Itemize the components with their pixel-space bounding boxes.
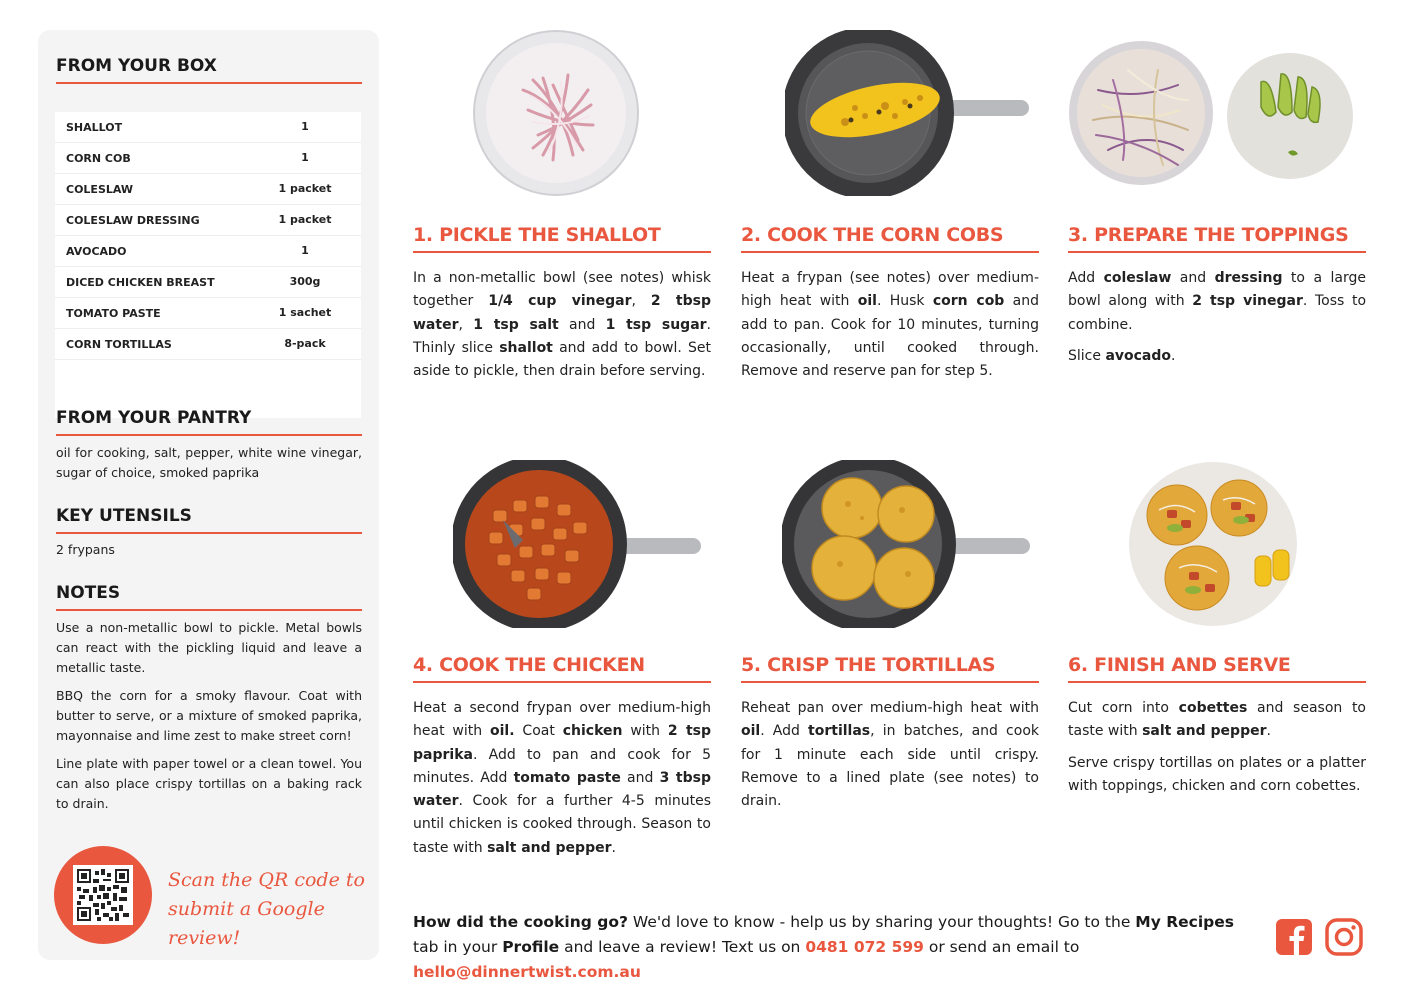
text-run: and leave a review! Text us on [559, 938, 806, 956]
bold-text: tomato paste [513, 769, 621, 786]
bold-text: cobettes [1178, 700, 1248, 716]
text-run: and season to taste with [1068, 700, 1367, 740]
step-paragraph [1068, 697, 1366, 744]
bold-text: 2 tsp vinegar [1192, 293, 1303, 310]
box-item-qty: 1 [301, 151, 309, 164]
step-6-title: 6. FINISH AND SERVE [1068, 654, 1366, 683]
text-run: We'd love to know - help us by sharing your thoughts! Go to the [627, 913, 1136, 931]
box-item-name: CORN COB [66, 152, 131, 165]
box-item-qty: 1 packet [278, 182, 332, 195]
bold-text: oil. [490, 723, 515, 740]
box-item-row [55, 143, 361, 174]
text-run: and add to bowl. Set aside to pickle, then drain before serving. [413, 339, 711, 380]
box-item-qty: 8-pack [284, 337, 326, 350]
bold-text: corn cob [932, 293, 1005, 310]
ingredients-sidebar [38, 30, 379, 960]
text-run: . Thinly slice [413, 316, 711, 356]
step-paragraph [741, 267, 1039, 383]
text-run: . Husk [876, 293, 933, 310]
bold-text: 3 tbsp water [413, 769, 711, 810]
step-2-title: 2. COOK THE CORN COBS [741, 224, 1039, 253]
text-run: or send an email to [923, 938, 1080, 956]
step-6-photo-finished-tacos [1127, 460, 1299, 628]
bold-text: 1/4 cup vinegar [488, 293, 632, 310]
box-item-qty: 1 [301, 120, 309, 133]
bold-text: 2 tsp paprika [413, 723, 711, 763]
step-4-photo-chicken-in-pan [453, 460, 703, 628]
from-your-box-title: FROM YOUR BOX [56, 56, 362, 84]
text-run: Serve crispy tortillas on plates or a platter with toppings, chicken and corn cobettes. [1068, 754, 1366, 794]
step-paragraph [1068, 345, 1366, 368]
step-5-title: 5. CRISP THE TORTILLAS [741, 654, 1039, 683]
step-3-photo-coleslaw [1068, 40, 1214, 186]
text-run: , [631, 293, 651, 310]
text-run: to a large bowl along with [1068, 270, 1366, 310]
bold-text: Profile [502, 938, 560, 956]
contact-link[interactable]: 0481 072 599 [805, 938, 924, 956]
box-item-qty: 1 sachet [278, 306, 332, 319]
bold-text: salt and pepper [1142, 723, 1267, 740]
text-run: and [558, 316, 606, 333]
box-item-qty: 300g [289, 275, 321, 288]
bold-text: 1 tsp sugar [605, 316, 707, 333]
bold-text: dressing [1214, 270, 1283, 286]
text-run: Coat [514, 723, 563, 740]
text-run: . Add to pan and cook for 5 minutes. Add [413, 746, 711, 786]
bold-text: oil [741, 723, 761, 740]
step-2-photo-corn-in-pan [785, 30, 1031, 196]
text-run: Slice [1068, 347, 1106, 364]
step-3-body [1068, 267, 1366, 376]
text-run: Cut corn into [1068, 700, 1179, 716]
text-run: Reheat pan over medium-high heat with [741, 700, 1039, 716]
from-your-pantry-title: FROM YOUR PANTRY [56, 408, 362, 436]
text-run: tab in your [413, 938, 503, 956]
step-5-body [741, 697, 1039, 821]
feedback-footer [413, 910, 1263, 985]
note-3: Line plate with paper towel or a clean towel. You can also place crispy tortillas on a baking rack to drain. [56, 756, 362, 811]
step-1-photo-pickled-shallot [473, 30, 639, 196]
step-paragraph [1068, 267, 1366, 337]
notes-title: NOTES [56, 583, 362, 611]
bold-text: My Recipes [1135, 913, 1234, 931]
text-run: and [1171, 270, 1215, 286]
step-paragraph [741, 697, 1039, 813]
text-run: , [458, 316, 474, 333]
text-run: and add to pan. Cook for 10 minutes, turning occasionally, until cooked through. Remove and reserve pan for step 5. [741, 293, 1040, 380]
step-1-body [413, 267, 711, 391]
box-item-name: TOMATO PASTE [66, 307, 161, 320]
box-ingredients-table [55, 112, 361, 418]
bold-text: coleslaw [1103, 270, 1172, 286]
step-3-photo-sliced-avocado [1226, 52, 1354, 180]
box-item-name: COLESLAW [66, 183, 134, 196]
text-run: . [1266, 723, 1271, 740]
instagram-icon[interactable] [1325, 918, 1363, 956]
step-1-title: 1. PICKLE THE SHALLOT [413, 224, 711, 253]
box-item-row [55, 267, 361, 298]
box-item-row [55, 236, 361, 267]
qr-caption [168, 866, 368, 953]
text-run: and [620, 769, 660, 786]
box-item-name: CORN TORTILLAS [66, 338, 172, 351]
box-item-row [55, 298, 361, 329]
box-item-row [55, 205, 361, 236]
step-2-body [741, 267, 1039, 391]
box-item-qty: 1 [301, 244, 309, 257]
step-4-title: 4. COOK THE CHICKEN [413, 654, 711, 683]
text-run: In a non-metallic bowl (see notes) whisk together [413, 270, 711, 310]
step-3-title: 3. PREPARE THE TOPPINGS [1068, 224, 1366, 253]
text-run: Heat a frypan (see notes) over medium-high heat with [741, 270, 1039, 310]
bold-text: How did the cooking go? [413, 913, 628, 931]
key-utensils-title: KEY UTENSILS [56, 506, 362, 534]
qr-caption-line-1: Scan the QR code to [168, 869, 365, 891]
step-paragraph [413, 267, 711, 383]
box-item-name: COLESLAW DRESSING [66, 214, 200, 227]
text-run: Heat a second frypan over medium-high heat with [413, 700, 711, 740]
box-item-row [55, 112, 361, 143]
note-1: Use a non-metallic bowl to pickle. Metal bowls can react with the pickling liquid and leave a metallic taste. [56, 620, 362, 675]
note-2: BBQ the corn for a smoky flavour. Coat with butter to serve, or a mixture of smoked paprika, mayonnaise and lime zest to make street corn! [56, 688, 362, 743]
text-run: . [611, 839, 616, 856]
text-run: , in batches, and cook for 1 minute each side until crispy. Remove to a lined plate (see notes) to drain. [741, 723, 1039, 810]
step-paragraph [413, 697, 711, 860]
bold-text: salt and pepper [487, 839, 612, 856]
text-run: . Add [760, 723, 809, 740]
facebook-icon[interactable] [1275, 918, 1313, 956]
qr-caption-line-2: submit a Google review! [168, 898, 325, 949]
text-run: . Cook for a further 4-5 minutes until chicken is cooked through. Season to taste with [413, 793, 711, 856]
qr-code-icon [73, 865, 133, 925]
text-run: Add [1068, 270, 1104, 286]
box-item-qty: 1 packet [278, 213, 332, 226]
bold-text: oil [857, 293, 877, 310]
step-paragraph [1068, 752, 1366, 799]
box-item-row [55, 329, 361, 360]
box-item-row [55, 174, 361, 205]
step-4-body [413, 697, 711, 868]
text-run: . Toss to combine. [1068, 293, 1367, 333]
bold-text: chicken [562, 723, 623, 740]
contact-link[interactable]: hello@dinnertwist.com.au [413, 963, 641, 981]
box-item-name: AVOCADO [66, 245, 127, 258]
utensils-text: 2 frypans [56, 542, 115, 557]
bold-text: 1 tsp salt [473, 316, 559, 333]
step-6-body [1068, 697, 1366, 806]
text-run: with [622, 723, 668, 740]
bold-text: shallot [499, 339, 553, 356]
bold-text: tortillas [808, 723, 871, 740]
step-5-photo-tortillas-in-pan [782, 460, 1032, 628]
pantry-text: oil for cooking, salt, pepper, white wine vinegar, sugar of choice, smoked paprika [56, 445, 362, 480]
bold-text: 2 tbsp water [413, 293, 711, 333]
box-item-name: SHALLOT [66, 121, 123, 134]
text-run: . [1171, 347, 1176, 364]
box-item-name: DICED CHICKEN BREAST [66, 276, 215, 289]
bold-text: avocado [1105, 347, 1172, 364]
qr-code-badge[interactable] [54, 846, 152, 944]
